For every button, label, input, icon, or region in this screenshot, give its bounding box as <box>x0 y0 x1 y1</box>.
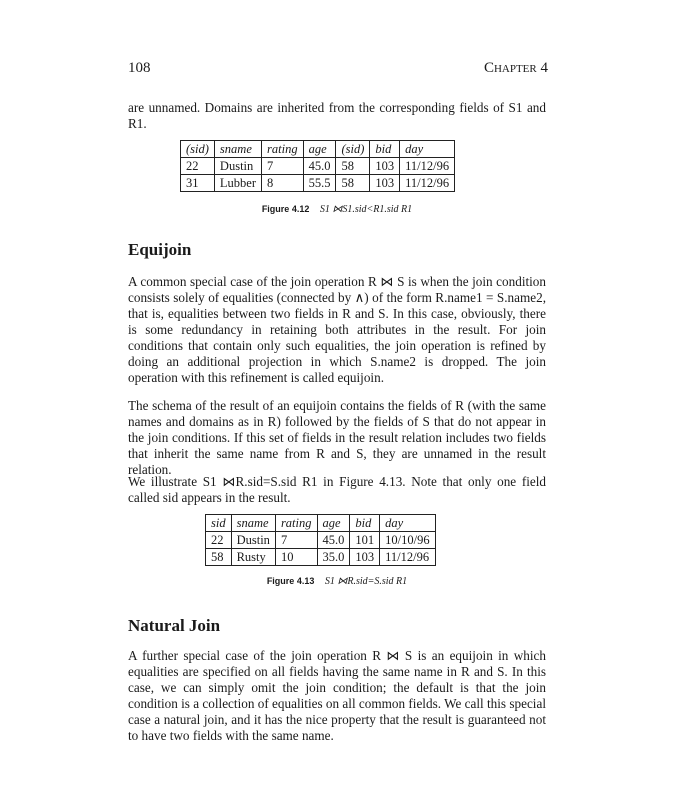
table-row <box>206 549 436 566</box>
figure-expression: S1 ⋈S1.sid<R1.sid R1 <box>319 204 413 215</box>
equijoin-paragraph-2: The schema of the result of an equijoin contains the fields of R (with the same names and domains as in R) followed by the fields of S that do not appear in the join conditions. If this set of fields in the result relation includes two fields that inherit the same name from R and S, they are unnamed in the result relation. <box>128 398 546 477</box>
table-cell: 58 <box>336 158 370 175</box>
table-cell: 103 <box>370 175 400 192</box>
table-cell: Lubber <box>214 175 261 192</box>
column-header: rating <box>262 141 304 158</box>
table-cell: 8 <box>262 175 304 192</box>
table-cell: 22 <box>206 532 232 549</box>
table-cell: 11/12/96 <box>380 549 435 566</box>
column-header: sname <box>214 141 261 158</box>
column-header: age <box>317 515 350 532</box>
equijoin-paragraph-3: We illustrate S1 ⋈R.sid=S.sid R1 in Figure 4.13. Note that only one field called sid appears in the result. <box>128 474 546 505</box>
column-header: rating <box>275 515 317 532</box>
table-cell: Dustin <box>214 158 261 175</box>
intro-paragraph: are unnamed. Domains are inherited from the corresponding fields of S1 and R1. <box>128 100 546 131</box>
column-header: sname <box>231 515 275 532</box>
column-header: day <box>380 515 435 532</box>
chapter-heading <box>484 60 548 77</box>
table-cell: 31 <box>181 175 215 192</box>
table-cell: 58 <box>206 549 232 566</box>
table-cell: 103 <box>370 158 400 175</box>
table-cell: 45.0 <box>303 158 336 175</box>
section-title-natural-join: Natural Join <box>128 616 221 635</box>
figure-label: Figure 4.13 <box>266 576 315 586</box>
table-cell: 55.5 <box>303 175 336 192</box>
figure-label: Figure 4.12 <box>261 204 310 214</box>
table-cell: 7 <box>275 532 317 549</box>
column-header: bid <box>370 141 400 158</box>
table-cell: 45.0 <box>317 532 350 549</box>
column-header: (sid) <box>336 141 370 158</box>
natural-join-paragraph: A further special case of the join operation R ⋈ S is an equijoin in which equalities are specified on all fields having the same name in R and S. In this case, we can simply omit the join condition; the default is that the join condition is a collection of equalities on all common fields. We call this special case a natural join, and it has the nice property that the result is guaranteed not to have two fields with the same name. <box>128 648 546 743</box>
table-cell: 10 <box>275 549 317 566</box>
chapter-number: 4 <box>540 60 548 76</box>
table-cell: 10/10/96 <box>380 532 435 549</box>
table-cell: 11/12/96 <box>400 158 455 175</box>
table-cell: 58 <box>336 175 370 192</box>
section-title-equijoin: Equijoin <box>128 240 192 259</box>
table-cell: 7 <box>262 158 304 175</box>
figure-4-12-caption <box>128 204 546 215</box>
column-header: bid <box>350 515 380 532</box>
table-cell: 101 <box>350 532 380 549</box>
table-cell: 35.0 <box>317 549 350 566</box>
table-cell: Rusty <box>231 549 275 566</box>
page-number: 108 <box>128 60 151 76</box>
chapter-label: Chapter <box>483 60 537 76</box>
table-row <box>181 175 455 192</box>
table-cell: 103 <box>350 549 380 566</box>
table-row <box>181 158 455 175</box>
figure-4-13-caption <box>128 576 546 587</box>
table-figure-4-13 <box>205 514 436 566</box>
column-header: age <box>303 141 336 158</box>
equijoin-paragraph-1: A common special case of the join operation R ⋈ S is when the join condition consists solely of equalities (connected by ∧) of the form R.name1 = S.name2, that is, equalities between two fields in R and S. In this case, obviously, there is some redundancy in retaining both attributes in the result. For join conditions that contain only such equalities, the join operation is refined by doing an additional projection in which S.name2 is dropped. The join operation with this refinement is called equijoin. <box>128 274 546 385</box>
table-cell: 11/12/96 <box>400 175 455 192</box>
column-header: sid <box>206 515 232 532</box>
table-cell: 22 <box>181 158 215 175</box>
column-header: (sid) <box>181 141 215 158</box>
column-header: day <box>400 141 455 158</box>
table-row <box>206 532 436 549</box>
figure-expression: S1 ⋈R.sid=S.sid R1 <box>324 576 408 587</box>
table-cell: Dustin <box>231 532 275 549</box>
table-figure-4-12 <box>180 140 455 192</box>
